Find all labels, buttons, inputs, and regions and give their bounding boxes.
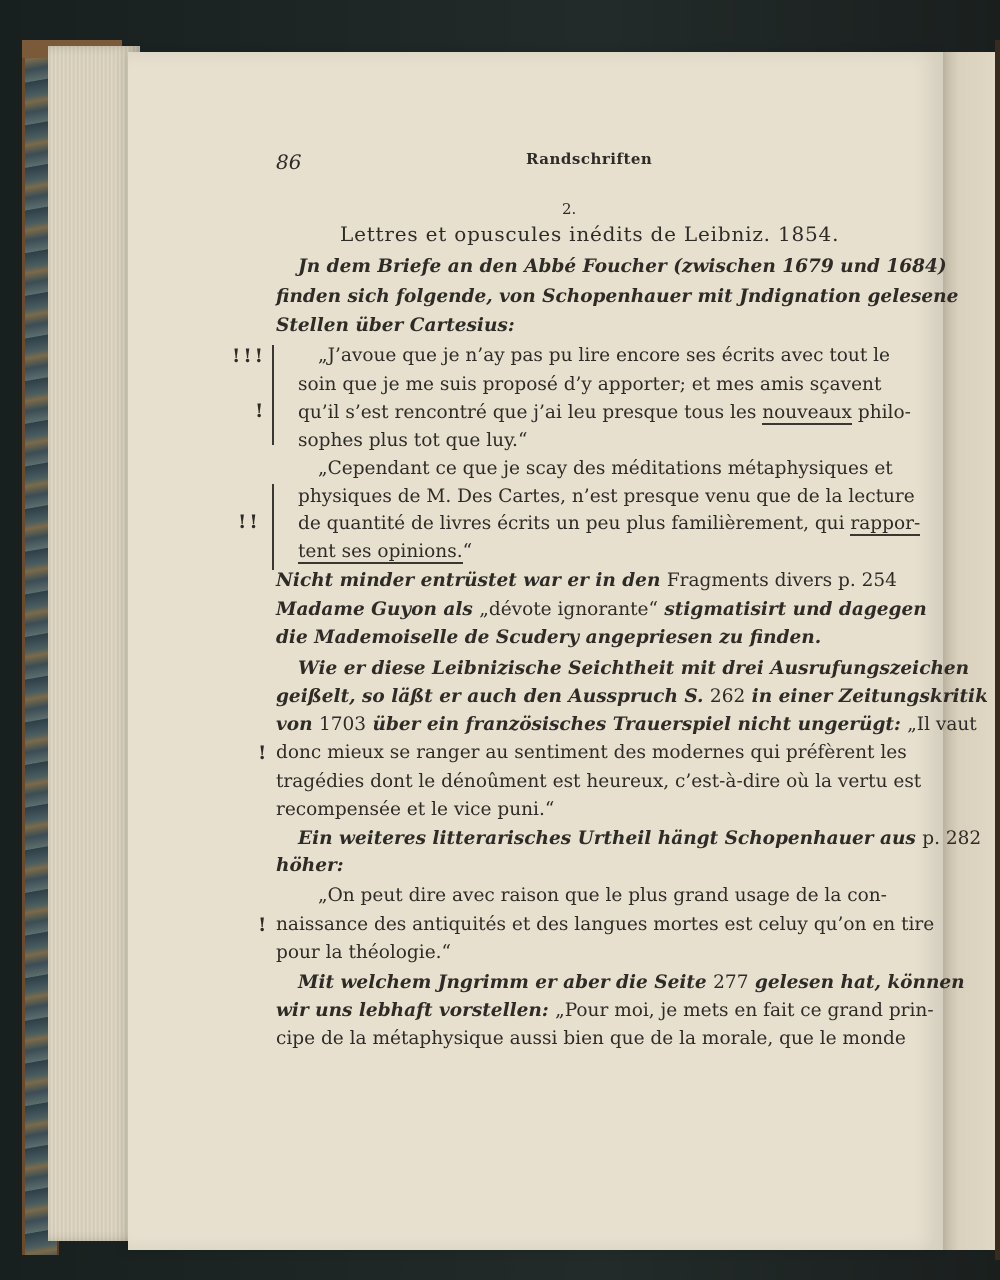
- quote3-line-2: naissance des antiquités et des langues mortes est celuy qu’on en tire: [276, 914, 935, 935]
- margin-bar-quote-1: [272, 345, 274, 445]
- facing-page-edge: [940, 52, 1000, 1250]
- margin-mark-exclamation-1: !: [255, 400, 267, 422]
- para3-line-6: recompensée et le vice puni.“: [276, 799, 555, 820]
- para5-line-1: Mit welchem Jngrimm er aber die Seite 277 gelesen hat, können: [298, 972, 965, 993]
- running-title: Randschriften: [526, 150, 653, 168]
- intro-line-3: Stellen über Cartesius:: [276, 315, 515, 336]
- section-number: 2.: [562, 200, 577, 218]
- para3-line-5: tragédies dont le dénoûment est heureux, c’est-à-dire où la vertu est: [276, 771, 922, 792]
- quote1-line-4: sophes plus tot que luy.“: [298, 430, 528, 451]
- para4-line-2: höher:: [276, 855, 344, 876]
- para3-line-4: donc mieux se ranger au sentiment des modernes qui préfèrent les: [276, 742, 907, 763]
- margin-bar-quote-2: [272, 484, 274, 570]
- section-title: Lettres et opuscules inédits de Leibniz. 1854.: [340, 222, 840, 246]
- margin-mark-exclamation-2: !: [258, 742, 270, 764]
- right-cover-edge: [995, 40, 1000, 1260]
- page-number: 86: [276, 150, 302, 174]
- quote3-line-3: pour la théologie.“: [276, 942, 451, 963]
- para5-line-3: cipe de la métaphysique aussi bien que de la morale, que le monde: [276, 1028, 906, 1049]
- quote3-line-1: „On peut dire avec raison que le plus grand usage de la con-: [318, 885, 887, 906]
- quote2-line-4: tent ses opinions.“: [298, 541, 473, 562]
- para2-line-3: die Mademoiselle de Scudery angepriesen zu finden.: [276, 627, 822, 648]
- para2-line-1: Nicht minder entrüstet war er in den Fragments divers p. 254: [276, 570, 897, 591]
- para4-line-1: Ein weiteres litterarisches Urtheil hängt Schopenhauer aus p. 282: [298, 828, 982, 849]
- quote2-line-1: „Cependant ce que je scay des méditations métaphysiques et: [318, 458, 893, 479]
- quote2-line-2: physiques de M. Des Cartes, n’est presque venu que de la lecture: [298, 486, 915, 507]
- para3-line-2: geißelt, so läßt er auch den Ausspruch S. 262 in einer Zeitungskritik: [276, 686, 988, 707]
- margin-mark-triple-exclamation: !!!: [232, 345, 267, 367]
- underlined-nouveaux: nouveaux: [762, 402, 852, 423]
- quote1-line-3: qu’il s’est rencontré que j’ai leu presque tous les nouveaux philo-: [298, 402, 911, 423]
- intro-line-1: Jn dem Briefe an den Abbé Foucher (zwischen 1679 und 1684): [298, 256, 947, 277]
- para5-line-2: wir uns lebhaft vorstellen: „Pour moi, je mets en fait ce grand prin-: [276, 1000, 934, 1021]
- quote1-line-2: soin que je me suis proposé d’y apporter; et mes amis sçavent: [298, 374, 882, 395]
- para3-line-1: Wie er diese Leibnizische Seichtheit mit drei Ausrufungszeichen: [298, 658, 970, 679]
- intro-line-2: finden sich folgende, von Schopenhauer mit Jndignation gelesene: [276, 286, 959, 307]
- margin-mark-exclamation-3: !: [258, 914, 270, 936]
- margin-mark-double-exclamation: !!: [238, 511, 261, 533]
- page-stack-edges: [48, 46, 140, 1241]
- para2-line-2: Madame Guyon als „dévote ignorante“ stigmatisirt und dagegen: [276, 599, 927, 620]
- quote1-line-1: „J’avoue que je n’ay pas pu lire encore ses écrits avec tout le: [318, 345, 891, 366]
- underlined-rappor: rappor-: [850, 513, 921, 534]
- quote2-line-3: de quantité de livres écrits un peu plus familièrement, qui rappor-: [298, 513, 921, 534]
- underlined-tent-ses-opinions: tent ses opinions.: [298, 541, 463, 562]
- para3-line-3: von 1703 über ein französisches Trauerspiel nicht ungerügt: „Il vaut: [276, 714, 977, 735]
